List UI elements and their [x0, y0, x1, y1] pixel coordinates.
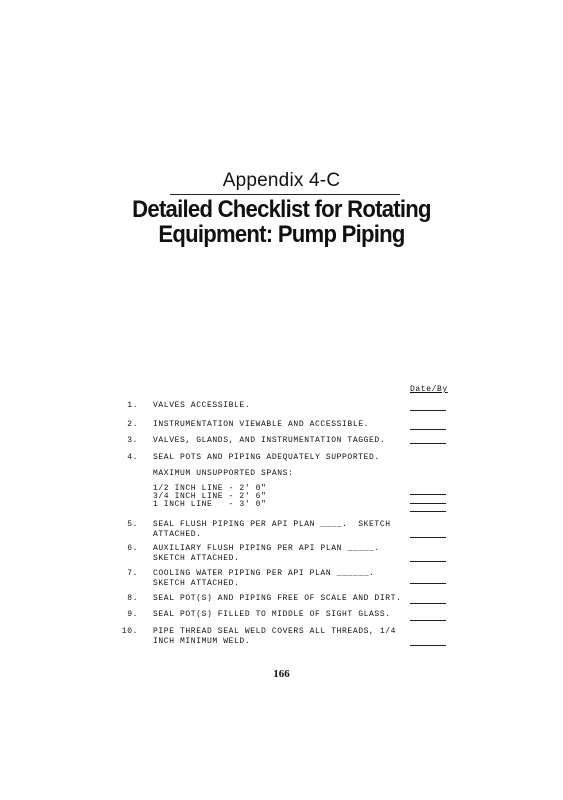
date-by-blank-span-1 [410, 494, 446, 495]
item-text: PIPE THREAD SEAL WELD COVERS ALL THREADS, 1/4 INCH MINIMUM WELD. [153, 627, 397, 646]
page-number: 166 [273, 668, 290, 680]
appendix-label: Appendix 4-C [222, 170, 341, 191]
item-number: 10. [121, 627, 138, 636]
item-text: AUXILIARY FLUSH PIPING PER API PLAN _____. SKETCH ATTACHED. [153, 544, 380, 563]
item-number: 7. [127, 569, 138, 578]
item-text: VALVES, GLANDS, AND INSTRUMENTATION TAGGED. [153, 436, 386, 445]
item-text: SEAL POT(S) AND PIPING FREE OF SCALE AND DIRT. [153, 594, 402, 603]
date-by-blank-5 [410, 537, 446, 538]
item-number: 1. [127, 401, 138, 410]
date-by-blank-10 [410, 645, 446, 646]
item-text: COOLING WATER PIPING PER API PLAN ______. SKETCH ATTACHED. [153, 569, 375, 588]
date-by-blank-3 [410, 443, 446, 444]
title-rule [170, 194, 400, 195]
date-by-header: Date/By [410, 385, 448, 394]
date-by-blank-2 [410, 429, 446, 430]
date-by-blank-8 [410, 603, 446, 604]
item-number: 4. [127, 453, 138, 462]
item-text: 1/2 INCH LINE - 2' 0" 3/4 INCH LINE - 2' 6" 1 INCH LINE - 3' 0" [153, 484, 267, 509]
date-by-blank-9 [410, 620, 446, 621]
title-line-1: Detailed Checklist for Rotating [132, 196, 431, 223]
date-by-blank-6 [410, 561, 446, 562]
item-text: INSTRUMENTATION VIEWABLE AND ACCESSIBLE. [153, 420, 370, 429]
date-by-blank-span-2 [410, 503, 446, 504]
item-number: 6. [127, 544, 138, 553]
item-number: 5. [127, 520, 138, 529]
item-text: VALVES ACCESSIBLE. [153, 401, 251, 410]
item-text: MAXIMUM UNSUPPORTED SPANS: [153, 469, 294, 478]
title-line-2: Equipment: Pump Piping [158, 221, 405, 248]
item-number: 9. [127, 610, 138, 619]
item-number: 2. [127, 420, 138, 429]
item-number: 3. [127, 436, 138, 445]
date-by-blank-1 [410, 410, 446, 411]
item-text: SEAL FLUSH PIPING PER API PLAN ____. SKETCH ATTACHED. [153, 520, 391, 539]
item-text: SEAL POTS AND PIPING ADEQUATELY SUPPORTED. [153, 453, 380, 462]
page-title [23, 197, 541, 247]
item-number: 8. [127, 594, 138, 603]
item-text: SEAL POT(S) FILLED TO MIDDLE OF SIGHT GLASS. [153, 610, 391, 619]
date-by-blank-span-3 [410, 511, 446, 512]
date-by-blank-7 [410, 583, 446, 584]
